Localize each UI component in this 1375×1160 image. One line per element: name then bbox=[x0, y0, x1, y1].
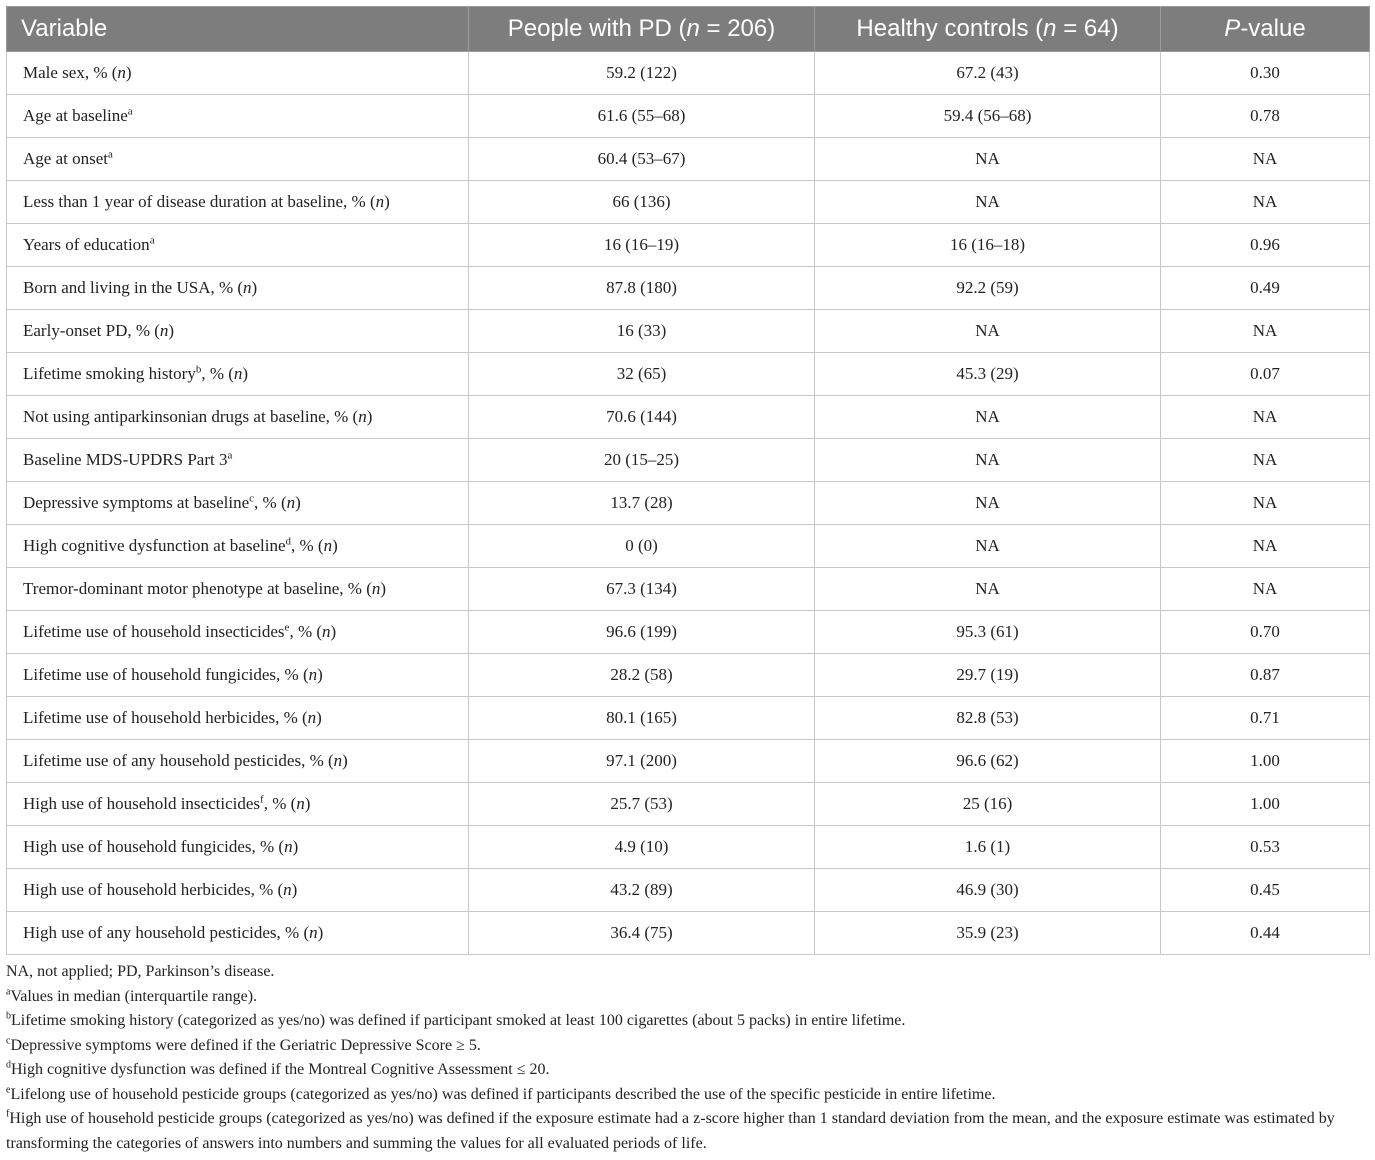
variable-label: Male sex, % ( bbox=[23, 63, 118, 82]
table-row bbox=[7, 568, 1370, 611]
pd-value-cell: 59.2 (122) bbox=[469, 52, 815, 95]
variable-n: n bbox=[309, 923, 318, 942]
footnote-letter: e bbox=[6, 1084, 11, 1096]
variable-label: Tremor-dominant motor phenotype at baseline, % ( bbox=[23, 579, 372, 598]
variable-suffix-end: ) bbox=[332, 536, 338, 555]
pd-value-cell: 61.6 (55–68) bbox=[469, 95, 815, 138]
footnote bbox=[6, 960, 1369, 985]
footnote bbox=[6, 1034, 1369, 1059]
variable-suffix: , % ( bbox=[254, 493, 287, 512]
pd-value-cell: 96.6 (199) bbox=[469, 611, 815, 654]
variable-cell bbox=[7, 181, 469, 224]
header-people-with-pd bbox=[469, 7, 815, 52]
header-p-value bbox=[1161, 7, 1370, 52]
footnote-text: High use of household pesticide groups (categorized as yes/no) was defined if the exposure estimate had a z-score higher than 1 standard deviation from the mean, and the exposure estimate was estimated by transforming the categories of answers into numbers and summing the values for all evaluated periods of life. bbox=[6, 1110, 1335, 1152]
variable-label: Less than 1 year of disease duration at baseline, % ( bbox=[23, 192, 376, 211]
variable-n: n bbox=[375, 192, 385, 211]
pd-value-cell: 13.7 (28) bbox=[469, 482, 815, 525]
footnote-marker: a bbox=[107, 148, 113, 161]
header-p-post: -value bbox=[1240, 15, 1306, 42]
p-value-cell: 0.71 bbox=[1161, 697, 1370, 740]
variable-cell bbox=[7, 310, 469, 353]
footnote-text: Depressive symptoms were defined if the Geriatric Depressive Score ≥ 5. bbox=[10, 1036, 481, 1054]
hc-value-cell: NA bbox=[815, 181, 1161, 224]
variable-n: n bbox=[358, 407, 367, 426]
table-row bbox=[7, 869, 1370, 912]
pd-value-cell: 70.6 (144) bbox=[469, 396, 815, 439]
variable-label: Depressive symptoms at baseline bbox=[23, 493, 250, 512]
table-footnotes bbox=[6, 960, 1369, 1156]
variable-n: n bbox=[322, 622, 331, 641]
variable-tail: ) bbox=[168, 321, 175, 340]
table-row bbox=[7, 353, 1370, 396]
table-row bbox=[7, 783, 1370, 826]
variable-label: Years of education bbox=[23, 235, 150, 254]
variable-tail: ) bbox=[317, 665, 323, 684]
variable-cell bbox=[7, 525, 469, 568]
variable-suffix-end: ) bbox=[330, 622, 337, 641]
pd-value-cell: 32 (65) bbox=[469, 353, 815, 396]
variable-tail: ) bbox=[251, 278, 258, 297]
variable-n: n bbox=[296, 794, 305, 813]
pd-value-cell: 0 (0) bbox=[469, 525, 815, 568]
variable-n: n bbox=[243, 278, 252, 297]
variable-cell bbox=[7, 95, 469, 138]
p-value-cell: 0.07 bbox=[1161, 353, 1370, 396]
hc-value-cell: 16 (16–18) bbox=[815, 224, 1161, 267]
footnote-marker: a bbox=[227, 449, 233, 462]
pd-value-cell: 20 (15–25) bbox=[469, 439, 815, 482]
footnote-marker: d bbox=[285, 535, 291, 548]
variable-tail: ) bbox=[342, 751, 348, 770]
header-pd-pre: People with PD ( bbox=[507, 15, 687, 42]
hc-value-cell: NA bbox=[815, 525, 1161, 568]
hc-value-cell: 1.6 (1) bbox=[815, 826, 1161, 869]
p-value-cell: 0.30 bbox=[1161, 52, 1370, 95]
footnote-text: High cognitive dysfunction was defined if the Montreal Cognitive Assessment ≤ 20. bbox=[11, 1061, 550, 1078]
variable-suffix-end: ) bbox=[304, 794, 311, 813]
variable-cell bbox=[7, 482, 469, 525]
table-body bbox=[7, 52, 1370, 955]
variable-n: n bbox=[283, 880, 292, 899]
variable-n: n bbox=[284, 837, 293, 856]
table-row bbox=[7, 912, 1370, 955]
p-value-cell: 0.49 bbox=[1161, 267, 1370, 310]
variable-n: n bbox=[117, 63, 126, 82]
footnote bbox=[6, 1009, 1369, 1034]
table-row bbox=[7, 826, 1370, 869]
variable-cell bbox=[7, 912, 469, 955]
hc-value-cell: 96.6 (62) bbox=[815, 740, 1161, 783]
footnote bbox=[6, 1058, 1369, 1083]
hc-value-cell: NA bbox=[815, 482, 1161, 525]
footnote-text: Values in median (interquartile range). bbox=[10, 987, 258, 1005]
footnote-marker: c bbox=[249, 492, 255, 505]
p-value-cell: NA bbox=[1161, 568, 1370, 611]
variable-n: n bbox=[323, 536, 333, 555]
pd-value-cell: 66 (136) bbox=[469, 181, 815, 224]
footnote-letter: c bbox=[6, 1035, 11, 1047]
p-value-cell: 0.44 bbox=[1161, 912, 1370, 955]
p-value-cell: 0.70 bbox=[1161, 611, 1370, 654]
footnote-text: Lifelong use of household pesticide groups (categorized as yes/no) was defined if participants described the use of the specific pesticide in entire lifetime. bbox=[10, 1085, 996, 1103]
p-value-cell: 0.53 bbox=[1161, 826, 1370, 869]
p-value-cell: NA bbox=[1161, 525, 1370, 568]
hc-value-cell: NA bbox=[815, 439, 1161, 482]
hc-value-cell: 59.4 (56–68) bbox=[815, 95, 1161, 138]
pd-value-cell: 87.8 (180) bbox=[469, 267, 815, 310]
variable-label: Baseline MDS-UPDRS Part 3 bbox=[23, 450, 228, 469]
table-row bbox=[7, 611, 1370, 654]
variable-suffix: , % ( bbox=[289, 622, 323, 641]
hc-value-cell: 95.3 (61) bbox=[815, 611, 1161, 654]
variable-cell bbox=[7, 654, 469, 697]
table-row bbox=[7, 396, 1370, 439]
hc-value-cell: 82.8 (53) bbox=[815, 697, 1161, 740]
p-value-cell: 0.78 bbox=[1161, 95, 1370, 138]
variable-tail: ) bbox=[366, 407, 373, 426]
hc-value-cell: 92.2 (59) bbox=[815, 267, 1161, 310]
table-row bbox=[7, 95, 1370, 138]
p-value-cell: NA bbox=[1161, 181, 1370, 224]
variable-cell bbox=[7, 52, 469, 95]
p-value-cell: NA bbox=[1161, 482, 1370, 525]
p-value-cell: 1.00 bbox=[1161, 783, 1370, 826]
table-row bbox=[7, 439, 1370, 482]
variable-suffix-end: ) bbox=[295, 493, 301, 512]
pd-value-cell: 60.4 (53–67) bbox=[469, 138, 815, 181]
variable-label: Lifetime use of household insecticides bbox=[23, 622, 285, 641]
p-value-cell: 0.87 bbox=[1161, 654, 1370, 697]
pd-value-cell: 16 (33) bbox=[469, 310, 815, 353]
pd-value-cell: 16 (16–19) bbox=[469, 224, 815, 267]
variable-tail: ) bbox=[384, 192, 390, 211]
variable-cell bbox=[7, 439, 469, 482]
header-hc-pre: Healthy controls ( bbox=[856, 15, 1044, 42]
pd-value-cell: 43.2 (89) bbox=[469, 869, 815, 912]
variable-label: High use of household insecticides bbox=[23, 794, 261, 813]
variable-cell bbox=[7, 138, 469, 181]
hc-value-cell: 46.9 (30) bbox=[815, 869, 1161, 912]
variable-cell bbox=[7, 826, 469, 869]
p-value-cell: 0.96 bbox=[1161, 224, 1370, 267]
p-value-cell: 0.45 bbox=[1161, 869, 1370, 912]
variable-suffix-end: ) bbox=[242, 364, 249, 383]
variable-tail: ) bbox=[316, 708, 322, 727]
table-row bbox=[7, 482, 1370, 525]
variable-n: n bbox=[371, 579, 381, 598]
variable-cell bbox=[7, 224, 469, 267]
hc-value-cell: 35.9 (23) bbox=[815, 912, 1161, 955]
demographics-table bbox=[6, 6, 1370, 955]
variable-label: Age at onset bbox=[23, 149, 108, 168]
pd-value-cell: 28.2 (58) bbox=[469, 654, 815, 697]
variable-cell bbox=[7, 783, 469, 826]
variable-label: Early-onset PD, % ( bbox=[23, 321, 160, 340]
variable-label: Lifetime use of household fungicides, % ( bbox=[23, 665, 309, 684]
variable-label: Not using antiparkinsonian drugs at baseline, % ( bbox=[23, 407, 359, 426]
footnote-marker: b bbox=[195, 363, 202, 376]
hc-value-cell: NA bbox=[815, 138, 1161, 181]
header-pd-post: = 206) bbox=[699, 15, 776, 42]
pd-value-cell: 25.7 (53) bbox=[469, 783, 815, 826]
variable-tail: ) bbox=[317, 923, 324, 942]
footnote bbox=[6, 985, 1369, 1010]
table-row bbox=[7, 310, 1370, 353]
variable-label: Lifetime smoking history bbox=[23, 364, 196, 383]
footnote-text: NA, not applied; PD, Parkinson’s disease. bbox=[6, 963, 275, 980]
table-row bbox=[7, 224, 1370, 267]
variable-suffix: , % ( bbox=[263, 794, 297, 813]
variable-label: Lifetime use of any household pesticides, % ( bbox=[23, 751, 334, 770]
variable-label: High cognitive dysfunction at baseline bbox=[23, 536, 286, 555]
hc-value-cell: NA bbox=[815, 310, 1161, 353]
header-p-italic: P bbox=[1224, 15, 1241, 42]
p-value-cell: NA bbox=[1161, 310, 1370, 353]
variable-cell bbox=[7, 267, 469, 310]
hc-value-cell: 29.7 (19) bbox=[815, 654, 1161, 697]
p-value-cell: NA bbox=[1161, 439, 1370, 482]
footnote-marker: f bbox=[260, 793, 264, 806]
header-hc-post: = 64) bbox=[1056, 15, 1119, 42]
variable-tail: ) bbox=[291, 880, 298, 899]
variable-label: High use of household fungicides, % ( bbox=[23, 837, 285, 856]
header-pd-n: n bbox=[686, 15, 700, 42]
variable-n: n bbox=[307, 708, 317, 727]
footnote bbox=[6, 1083, 1369, 1108]
variable-n: n bbox=[333, 751, 343, 770]
hc-value-cell: NA bbox=[815, 568, 1161, 611]
pd-value-cell: 4.9 (10) bbox=[469, 826, 815, 869]
variable-tail: ) bbox=[292, 837, 299, 856]
footnote-letter: f bbox=[6, 1108, 10, 1120]
hc-value-cell: 45.3 (29) bbox=[815, 353, 1161, 396]
pd-value-cell: 80.1 (165) bbox=[469, 697, 815, 740]
variable-cell bbox=[7, 697, 469, 740]
hc-value-cell: NA bbox=[815, 396, 1161, 439]
header-row bbox=[7, 7, 1370, 52]
variable-n: n bbox=[233, 364, 243, 383]
p-value-cell: NA bbox=[1161, 396, 1370, 439]
variable-cell bbox=[7, 568, 469, 611]
footnote-marker: e bbox=[284, 621, 290, 634]
table-row bbox=[7, 52, 1370, 95]
footnote-text: Lifetime smoking history (categorized as yes/no) was defined if participant smoked at least 100 cigarettes (about 5 packs) in entire lifetime. bbox=[11, 1012, 906, 1029]
hc-value-cell: 67.2 (43) bbox=[815, 52, 1161, 95]
footnote-marker: a bbox=[149, 234, 155, 247]
p-value-cell: 1.00 bbox=[1161, 740, 1370, 783]
pd-value-cell: 36.4 (75) bbox=[469, 912, 815, 955]
header-healthy-controls bbox=[815, 7, 1161, 52]
table-container bbox=[6, 6, 1369, 955]
variable-label: High use of household herbicides, % ( bbox=[23, 880, 284, 899]
variable-n: n bbox=[286, 493, 296, 512]
header-variable: Variable bbox=[7, 7, 469, 52]
variable-label: Lifetime use of household herbicides, % ( bbox=[23, 708, 308, 727]
variable-label: High use of any household pesticides, % ( bbox=[23, 923, 310, 942]
variable-cell bbox=[7, 869, 469, 912]
variable-suffix: , % ( bbox=[291, 536, 324, 555]
footnote-letter: a bbox=[6, 986, 11, 998]
table-row bbox=[7, 740, 1370, 783]
variable-n: n bbox=[159, 321, 169, 340]
variable-tail: ) bbox=[380, 579, 387, 598]
variable-tail: ) bbox=[125, 63, 132, 82]
variable-suffix: , % ( bbox=[201, 364, 234, 383]
table-row bbox=[7, 697, 1370, 740]
variable-cell bbox=[7, 611, 469, 654]
pd-value-cell: 67.3 (134) bbox=[469, 568, 815, 611]
footnote-letter: d bbox=[6, 1059, 11, 1071]
footnote-marker: a bbox=[127, 105, 133, 118]
pd-value-cell: 97.1 (200) bbox=[469, 740, 815, 783]
hc-value-cell: 25 (16) bbox=[815, 783, 1161, 826]
variable-n: n bbox=[308, 665, 318, 684]
variable-label: Age at baseline bbox=[23, 106, 128, 125]
table-row bbox=[7, 525, 1370, 568]
table-row bbox=[7, 138, 1370, 181]
variable-cell bbox=[7, 353, 469, 396]
table-row bbox=[7, 654, 1370, 697]
variable-cell bbox=[7, 396, 469, 439]
footnote-letter: b bbox=[6, 1010, 11, 1022]
table-header bbox=[7, 7, 1370, 52]
p-value-cell: NA bbox=[1161, 138, 1370, 181]
variable-cell bbox=[7, 740, 469, 783]
table-row bbox=[7, 181, 1370, 224]
footnote bbox=[6, 1107, 1369, 1156]
table-row bbox=[7, 267, 1370, 310]
header-hc-n: n bbox=[1043, 15, 1057, 42]
variable-label: Born and living in the USA, % ( bbox=[23, 278, 244, 297]
